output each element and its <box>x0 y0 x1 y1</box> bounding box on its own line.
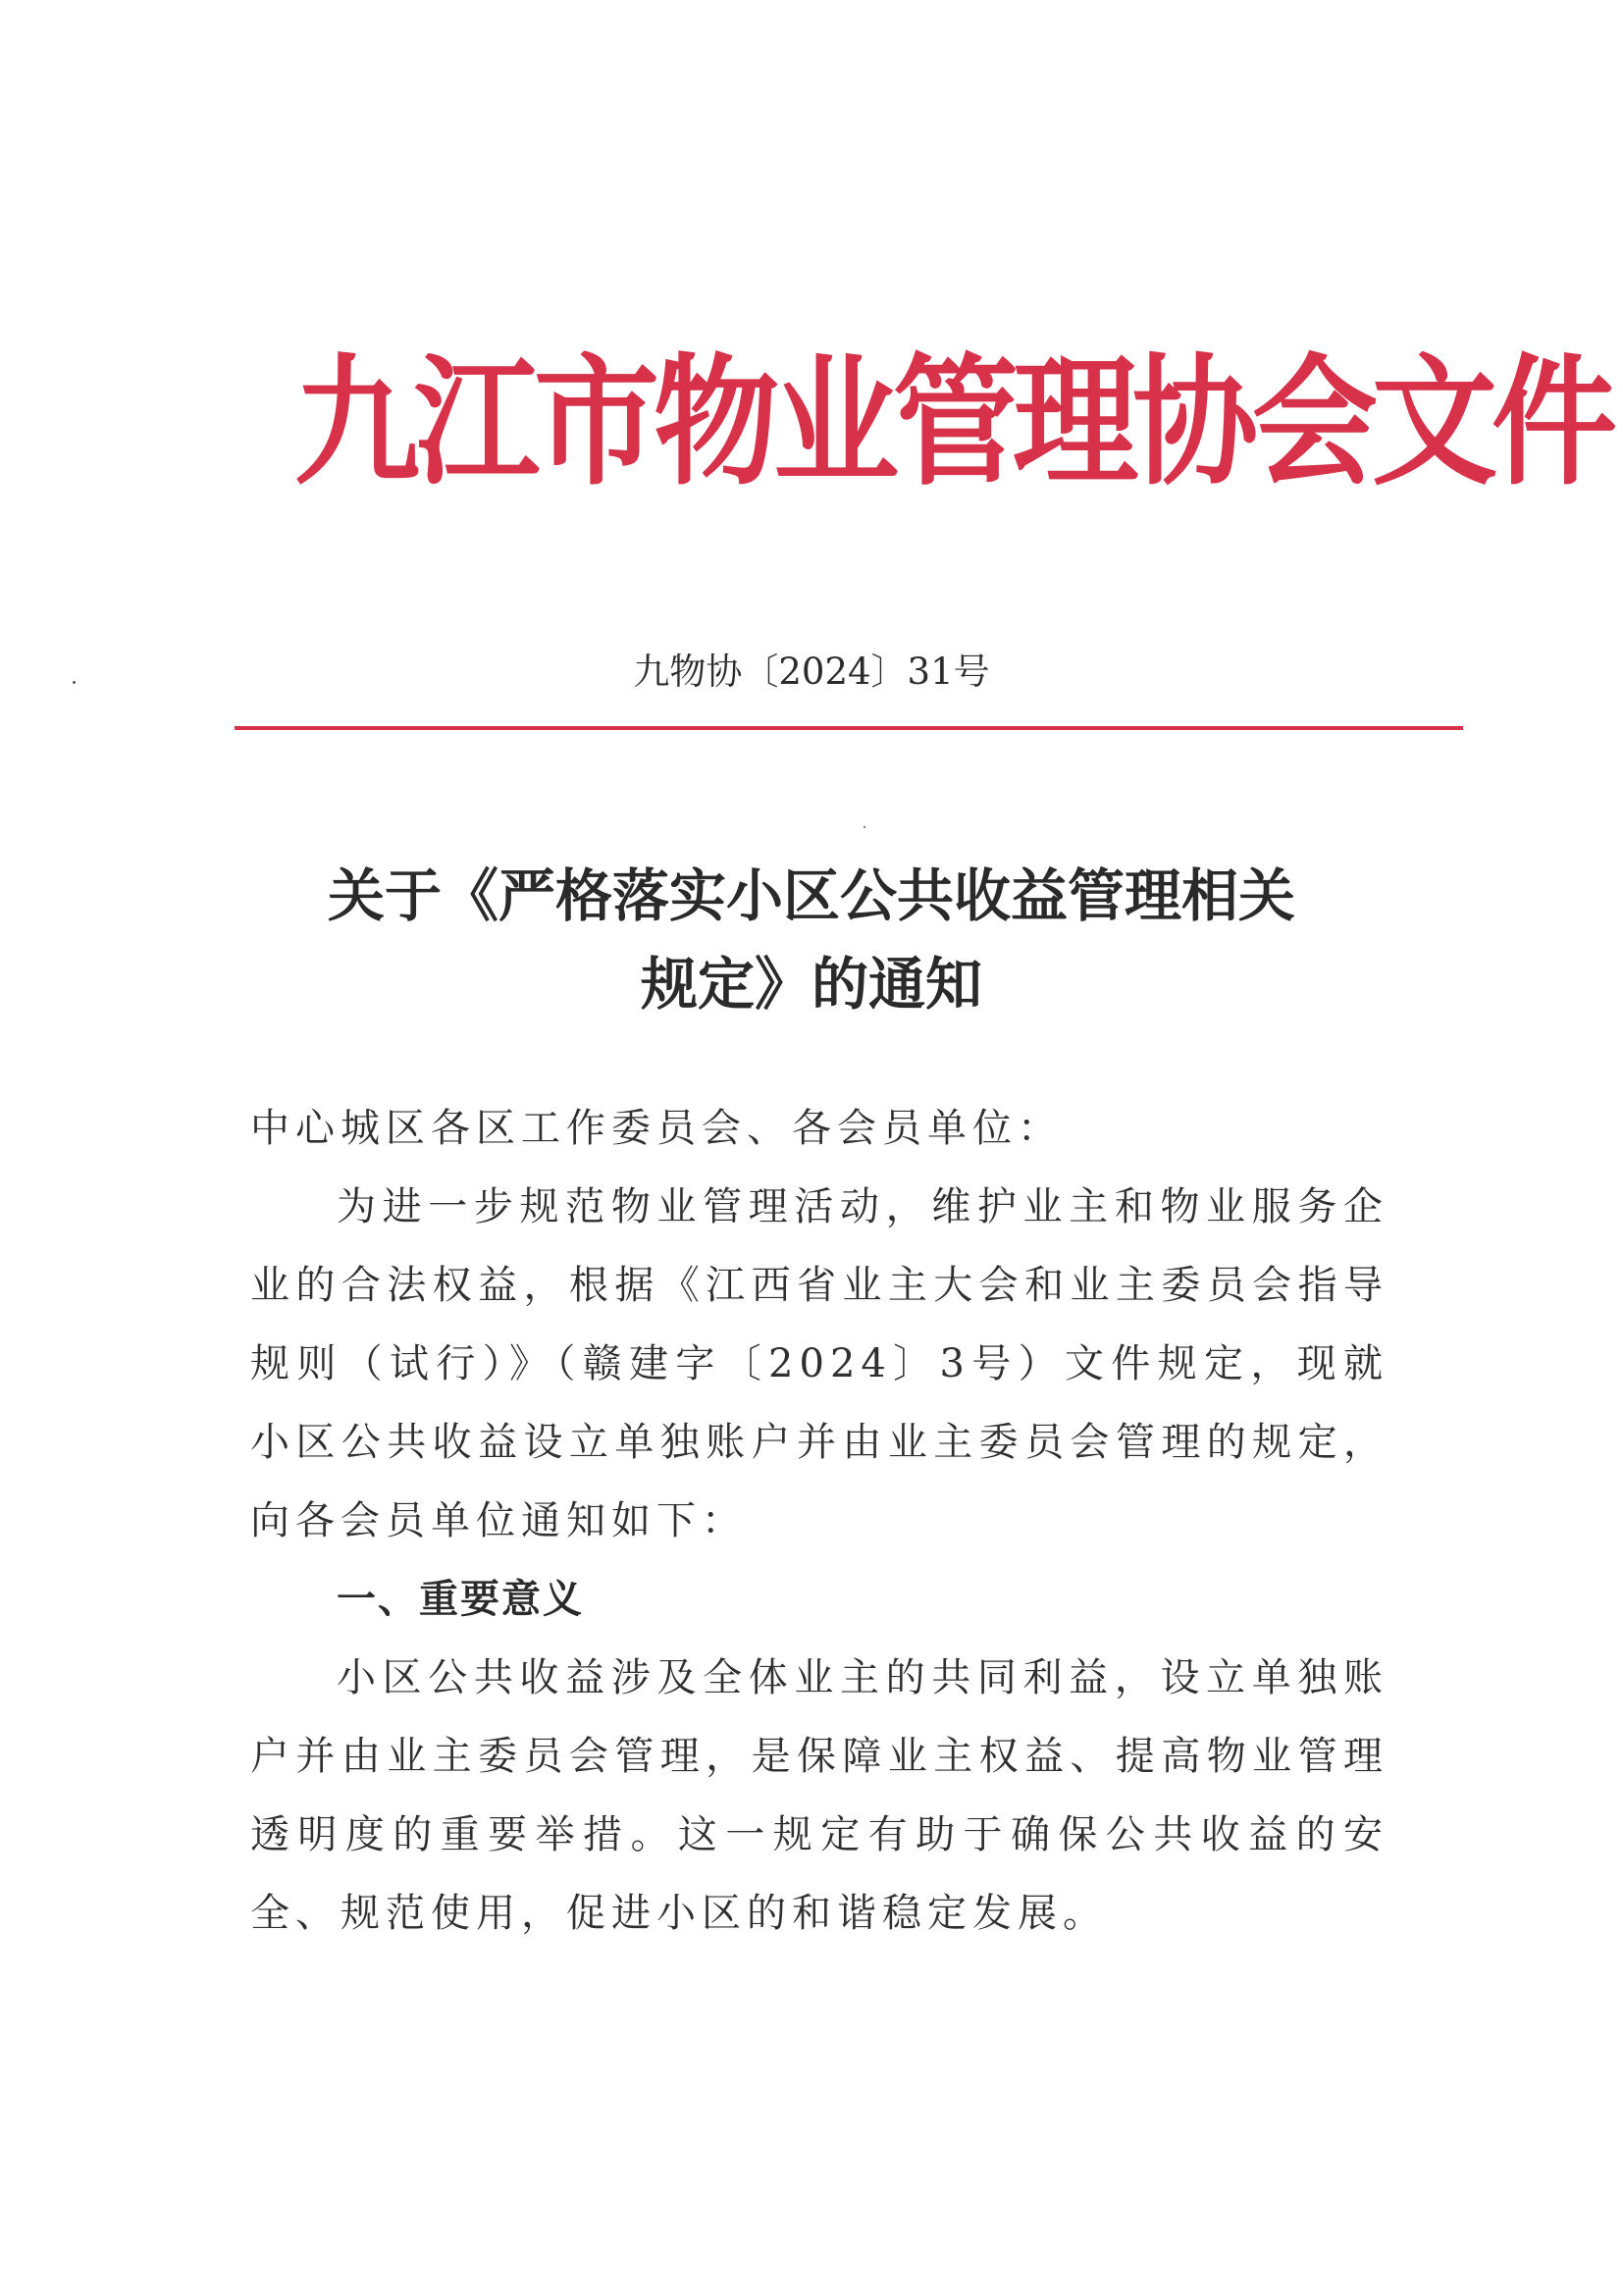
red-divider-line <box>235 726 1463 730</box>
intro-paragraph: 为进一步规范物业管理活动，维护业主和物业服务企业的合法权益，根据《江西省业主大会和业主委员会指导规则（试行）》（赣建字〔2024〕3号）文件规定，现就小区公共收益设立单独账户并由业主委员会管理的规定，向各会员单位通知如下： <box>250 1184 1388 1543</box>
title-line-1: 关于《严格落实小区公共收益管理相关 <box>327 862 1295 929</box>
section-heading-1: 一、重要意义 <box>337 1576 584 1622</box>
scan-speck <box>864 826 865 828</box>
section-1-paragraph: 小区公共收益涉及全体业主的共同利益，设立单独账户并由业主委员会管理，是保障业主权益、提高物业管理透明度的重要举措。这一规定有助于确保公共收益的安全、规范使用，促进小区的和谐稳定发展。 <box>250 1655 1388 1936</box>
scan-speck <box>73 681 76 684</box>
document-title <box>236 852 1387 1028</box>
title-line-2: 规定》的通知 <box>640 951 982 1018</box>
document-masthead: 九江市物业管理协会文件 <box>294 339 1612 505</box>
document-number: 九物协〔2024〕31号 <box>633 651 990 693</box>
document-body <box>250 1089 1388 1953</box>
salutation: 中心城区各区工作委员会、各会员单位： <box>250 1106 1063 1151</box>
